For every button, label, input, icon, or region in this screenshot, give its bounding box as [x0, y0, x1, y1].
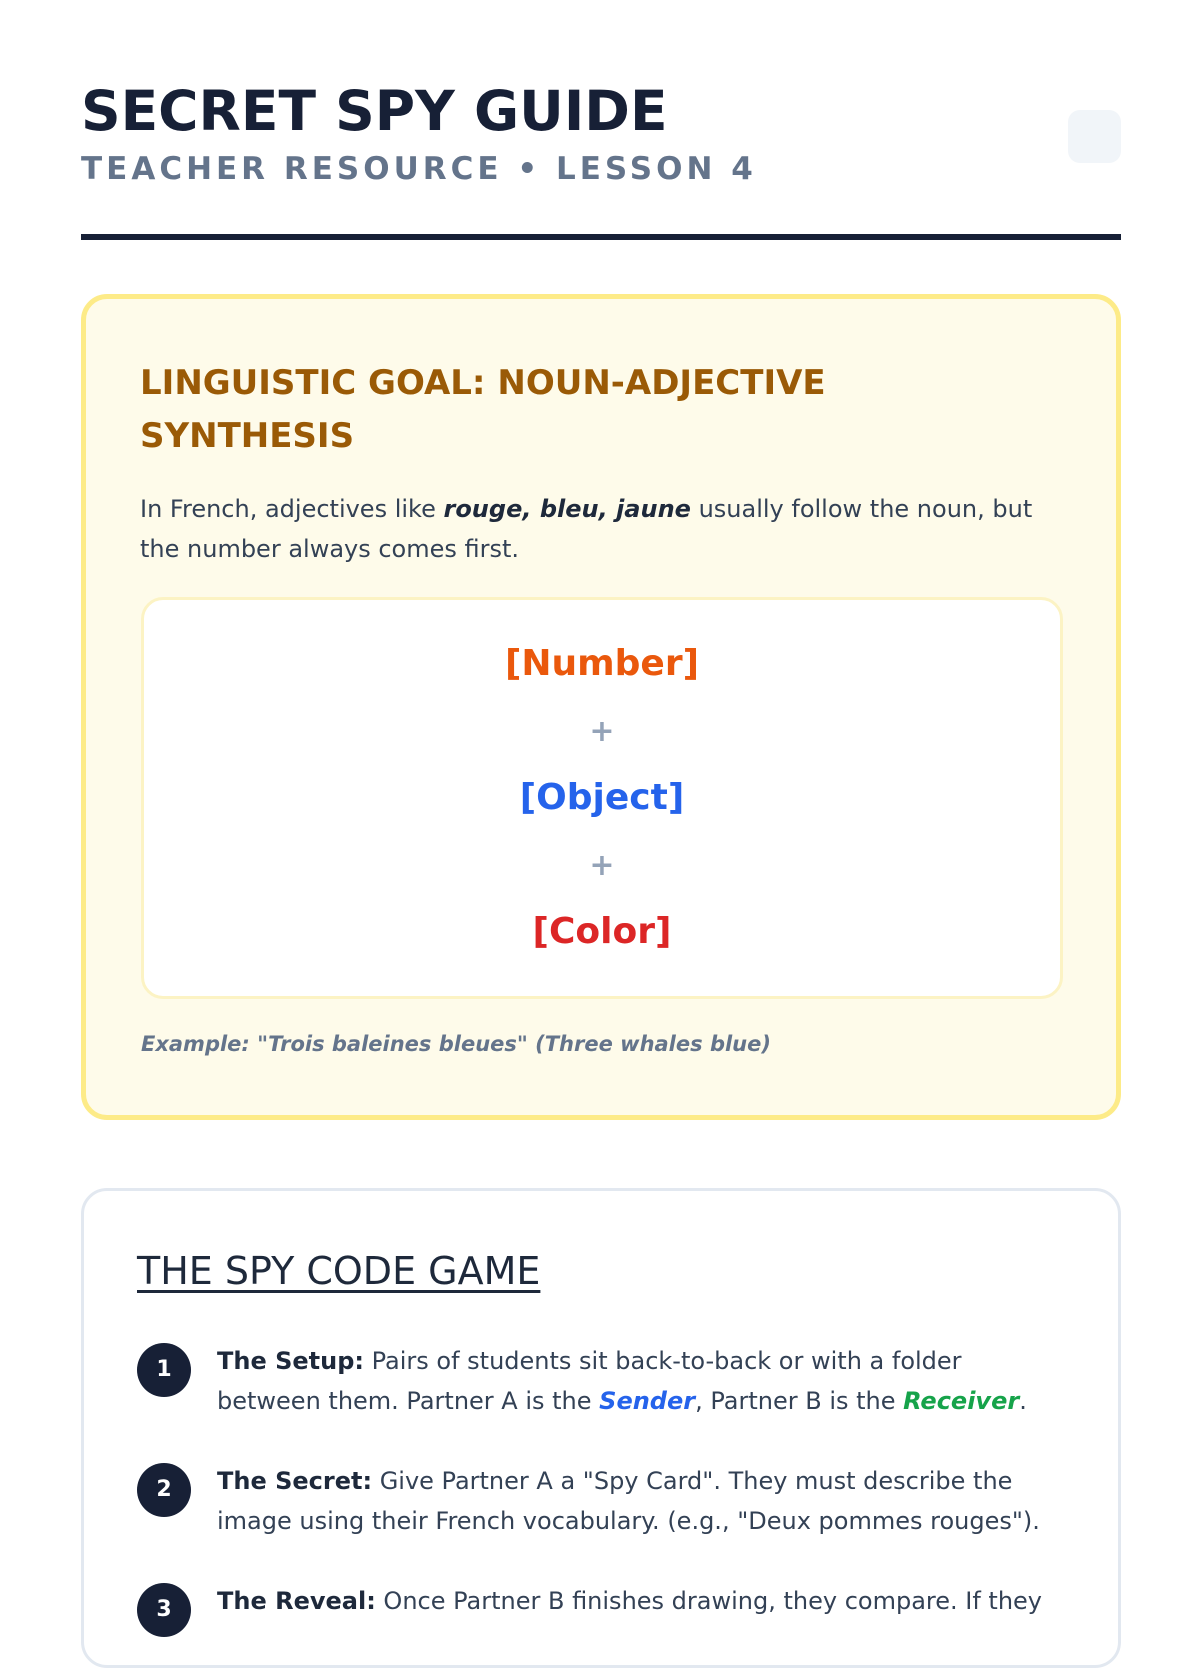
formula-number: [Number] — [504, 643, 700, 684]
step-body: Once Partner B finishes drawing, they compare. If they — [375, 1587, 1043, 1615]
formula-plus-1: + — [589, 714, 615, 749]
page-title: SECRET SPY GUIDE — [81, 79, 668, 143]
page-subtitle: TEACHER RESOURCE • LESSON 4 — [81, 151, 757, 187]
step-body-end: . — [1019, 1387, 1027, 1415]
spy-code-game-card — [81, 1188, 1121, 1668]
goal-description — [140, 489, 1070, 569]
step-text — [217, 1341, 1047, 1421]
formula-box — [141, 597, 1063, 999]
step-text — [217, 1581, 1047, 1621]
step-label: The Setup: — [217, 1347, 364, 1375]
header-badge — [1068, 110, 1121, 163]
step-number-badge: 2 — [137, 1463, 191, 1517]
goal-text-end: usually follow the noun, but the number always comes first. — [140, 495, 1033, 563]
step-body-middle: , Partner B is the — [695, 1387, 904, 1415]
adjective-examples: rouge, bleu, jaune — [443, 495, 691, 523]
step-label: The Secret: — [217, 1467, 373, 1495]
step-number-badge: 1 — [137, 1343, 191, 1397]
example-sentence: Example: "Trois baleines bleues" (Three whales blue) — [141, 1032, 771, 1056]
step-label: The Reveal: — [217, 1587, 376, 1615]
sender-role: Sender — [599, 1387, 696, 1415]
game-title: THE SPY CODE GAME — [137, 1249, 541, 1293]
goal-text-start: In French, adjectives like — [140, 495, 444, 523]
step-body: Give Partner A a "Spy Card". They must describe the image using their French vocabulary. (e.g., "Deux pommes rouges"). — [217, 1467, 1040, 1535]
header-divider — [81, 234, 1121, 240]
formula-plus-2: + — [589, 848, 615, 883]
page-header — [81, 80, 1121, 188]
step-body: Pairs of students sit back-to-back or with a folder between them. Partner A is the — [217, 1347, 962, 1415]
goal-title: LINGUISTIC GOAL: NOUN-ADJECTIVE SYNTHESIS — [140, 363, 826, 456]
linguistic-goal-card — [81, 294, 1121, 1120]
receiver-role: Receiver — [903, 1387, 1020, 1415]
formula-color: [Color] — [532, 911, 672, 952]
step-number-badge: 3 — [137, 1583, 191, 1637]
formula-object: [Object] — [519, 777, 685, 818]
step-text — [217, 1461, 1047, 1541]
